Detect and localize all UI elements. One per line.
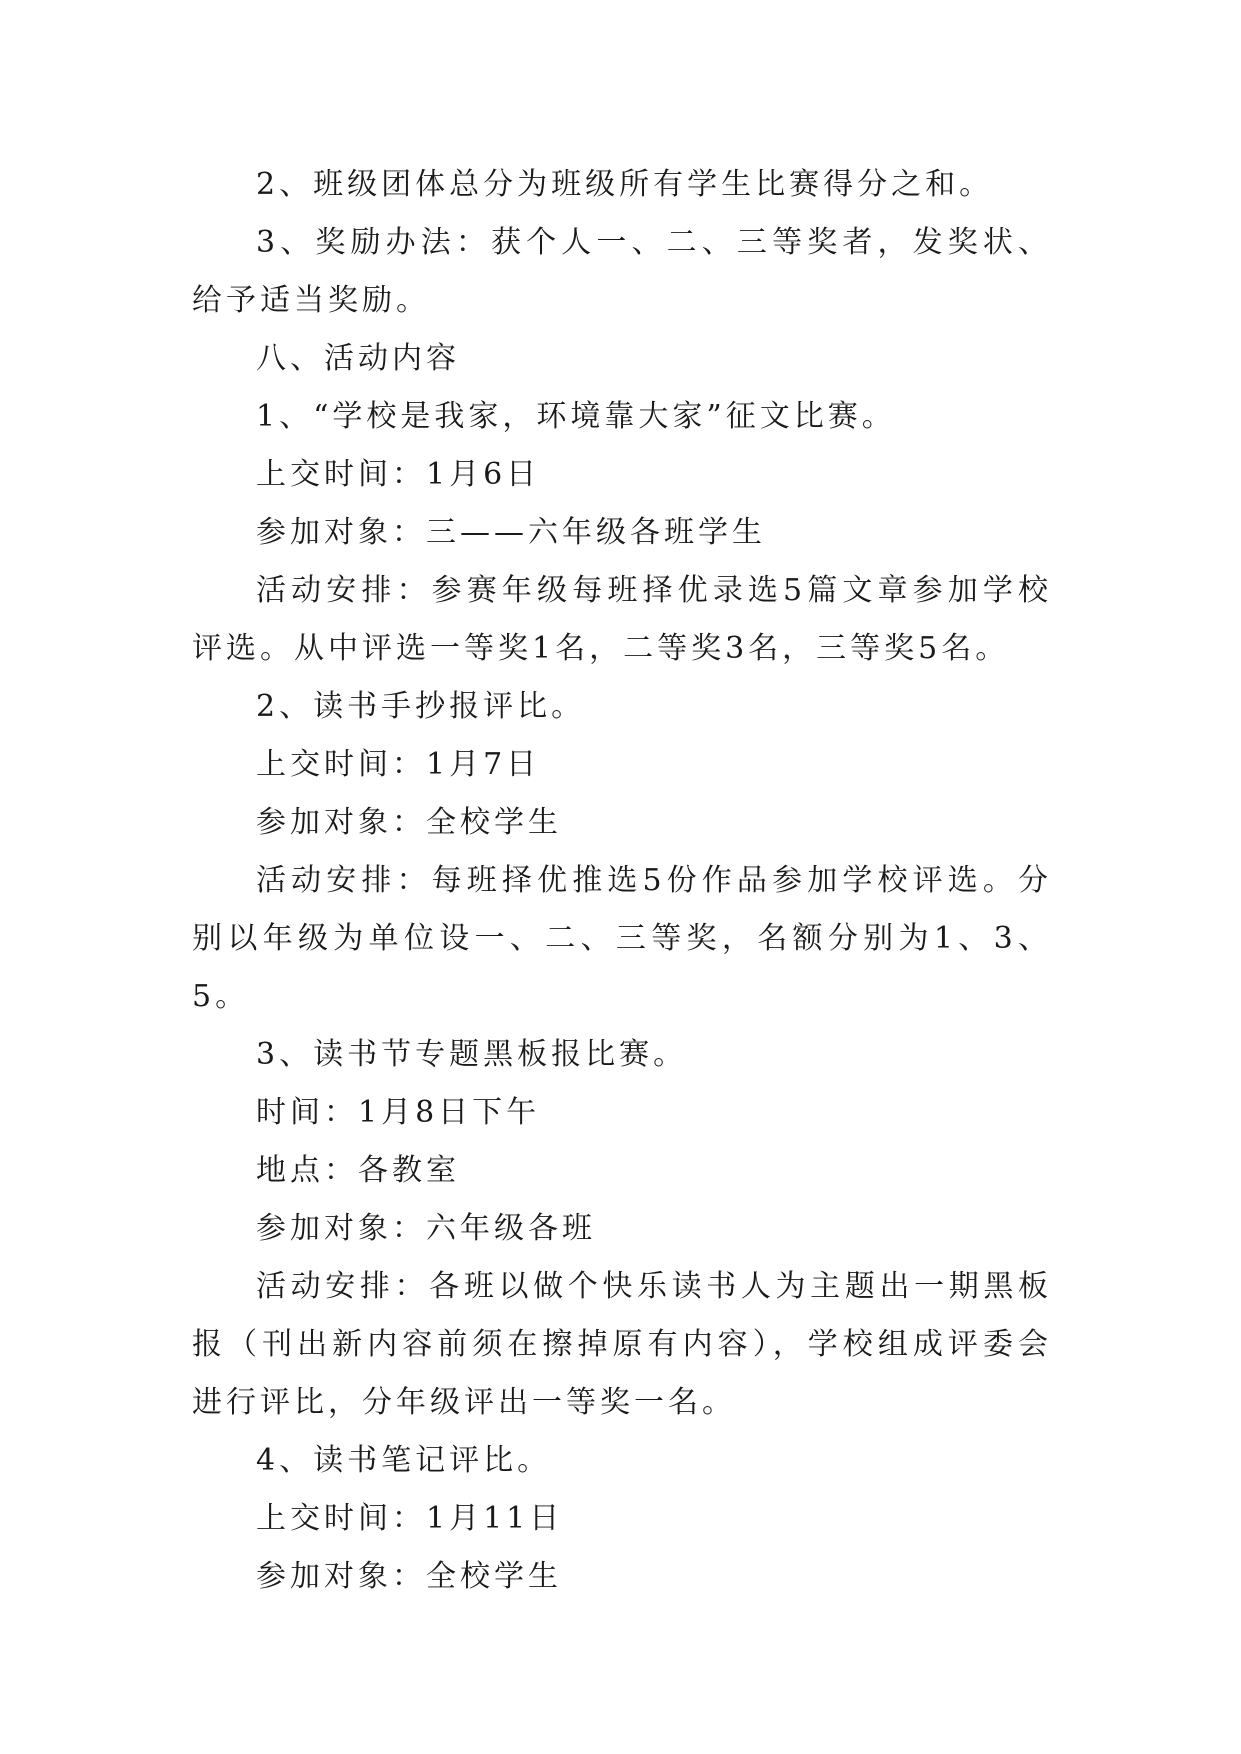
paragraph-notes-deadline: 上交时间：1月11日: [256, 1501, 564, 1536]
paragraph-blackboard-participants: 参加对象：六年级各班: [256, 1211, 596, 1246]
paragraph-notes-participants: 参加对象：全校学生: [256, 1559, 562, 1594]
paragraph-handcopy-participants: 参加对象：全校学生: [256, 805, 562, 840]
document-body: [192, 156, 1052, 1606]
paragraph-essay-deadline: 上交时间：1月6日: [256, 457, 541, 492]
paragraph-handcopy-arrangement: 活动安排：每班择优推选5份作品参加学校评选。分别以年级为单位设一、二、三等奖，名额分别为1、3、5。: [192, 863, 1052, 1014]
paragraph-handcopy-deadline: 上交时间：1月7日: [256, 747, 541, 782]
paragraph-team-score: 2、班级团体总分为班级所有学生比赛得分之和。: [256, 167, 994, 202]
paragraph-blackboard-contest: 3、读书节专题黑板报比赛。: [256, 1037, 688, 1072]
section-heading-activities: 八、活动内容: [256, 341, 460, 376]
paragraph-blackboard-time: 时间：1月8日下午: [256, 1095, 541, 1130]
paragraph-essay-participants: 参加对象：三——六年级各班学生: [256, 515, 766, 550]
paragraph-handcopy-contest: 2、读书手抄报评比。: [256, 689, 586, 724]
paragraph-reward-method: 3、奖励办法：获个人一、二、三等奖者，发奖状、给予适当奖励。: [192, 225, 1052, 318]
paragraph-blackboard-location: 地点：各教室: [256, 1153, 460, 1188]
paragraph-notes-contest: 4、读书笔记评比。: [256, 1443, 552, 1478]
paragraph-blackboard-arrangement: 活动安排：各班以做个快乐读书人为主题出一期黑板报（刊出新内容前须在擦掉原有内容），学校组成评委会进行评比，分年级评出一等奖一名。: [192, 1269, 1052, 1420]
paragraph-essay-contest: 1、“学校是我家，环境靠大家”征文比赛。: [256, 399, 896, 434]
paragraph-essay-arrangement: 活动安排：参赛年级每班择优录选5篇文章参加学校评选。从中评选一等奖1名，二等奖3名，三等奖5名。: [192, 573, 1052, 666]
